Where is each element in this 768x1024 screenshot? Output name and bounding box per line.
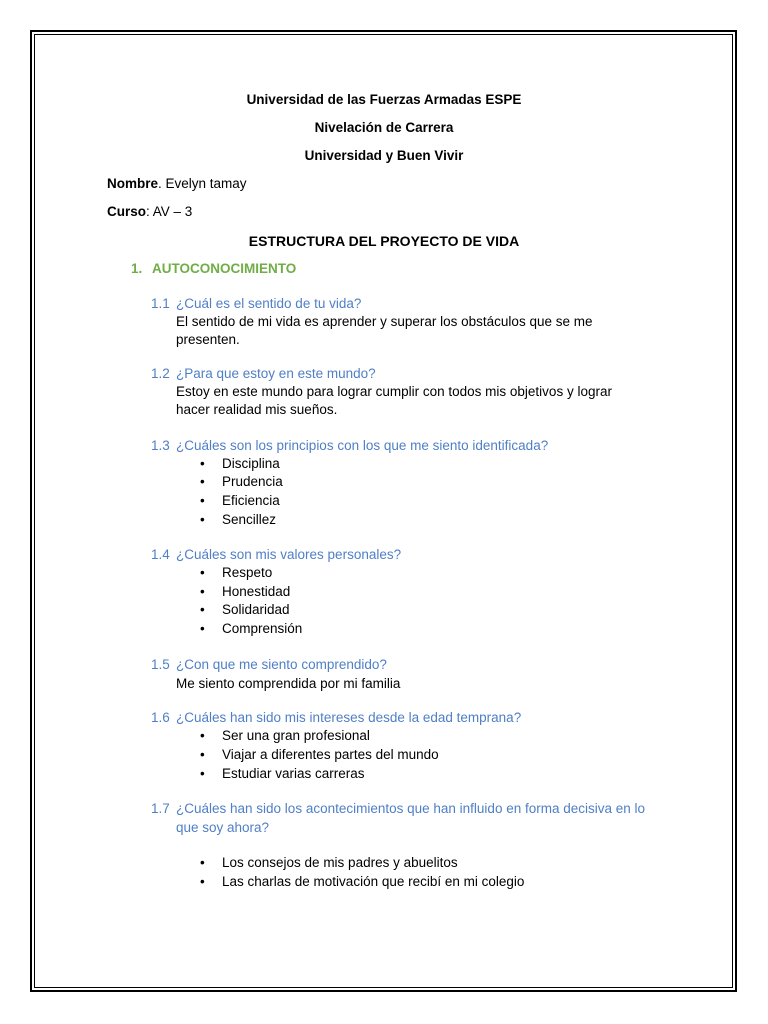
section-number: 1. [131, 261, 143, 276]
list-item: Prudencia [222, 474, 283, 489]
bullet-icon: • [200, 512, 205, 527]
answer-line: Estoy en este mundo para lograr cumplir con todos mis objetivos y lograr [176, 384, 612, 399]
section-title: AUTOCONOCIMIENTO [152, 261, 297, 276]
answer-line: El sentido de mi vida es aprender y superar los obstáculos que se me [176, 314, 593, 329]
bullet-icon: • [200, 874, 205, 889]
list-item: Eficiencia [222, 493, 280, 508]
list-item: Comprensión [222, 621, 303, 636]
student-course [107, 204, 192, 219]
university-title: Universidad de las Fuerzas Armadas ESPE [246, 92, 522, 107]
bullet-icon: • [200, 766, 205, 781]
question-text: ¿Cuáles son los principios con los que me siento identificada? [176, 438, 549, 453]
list-item: Respeto [222, 565, 273, 580]
list-item: Las charlas de motivación que recibí en mi colegio [222, 874, 525, 889]
question-number: 1.1 [151, 296, 170, 311]
program-title: Nivelación de Carrera [314, 120, 454, 135]
bullet-icon: • [200, 728, 205, 743]
page-border [30, 30, 737, 992]
bullet-icon: • [200, 747, 205, 762]
student-name [107, 176, 247, 191]
question-number: 1.6 [151, 710, 170, 725]
question-number: 1.2 [151, 366, 170, 381]
question-text: ¿Con que me siento comprendido? [176, 657, 387, 672]
question-text: que soy ahora? [176, 820, 270, 835]
list-item: Los consejos de mis padres y abuelitos [222, 855, 458, 870]
list-item: Sencillez [222, 512, 277, 527]
bullet-icon: • [200, 493, 205, 508]
question-number: 1.3 [151, 438, 170, 453]
question-text: ¿Cuál es el sentido de tu vida? [176, 296, 362, 311]
course-label: Curso [107, 204, 147, 219]
bullet-icon: • [200, 456, 205, 471]
question-number: 1.5 [151, 657, 170, 672]
list-item: Estudiar varias carreras [222, 766, 365, 781]
list-item: Viajar a diferentes partes del mundo [222, 747, 439, 762]
answer-line: hacer realidad mis sueños. [176, 402, 338, 417]
list-item: Ser una gran profesional [222, 728, 370, 743]
bullet-icon: • [200, 602, 205, 617]
answer-line: presenten. [176, 332, 240, 347]
question-text: ¿Cuáles han sido mis intereses desde la edad temprana? [176, 710, 522, 725]
bullet-icon: • [200, 474, 205, 489]
bullet-icon: • [200, 621, 205, 636]
bullet-icon: • [200, 855, 205, 870]
name-label: Nombre [107, 176, 159, 191]
question-text: ¿Cuáles han sido los acontecimientos que han influido en forma decisiva en lo [176, 801, 646, 816]
list-item: Solidaridad [222, 602, 290, 617]
question-text: ¿Cuáles son mis valores personales? [176, 547, 402, 562]
question-text: ¿Para que estoy en este mundo? [176, 366, 376, 381]
list-item: Disciplina [222, 456, 280, 471]
bullet-icon: • [200, 565, 205, 580]
question-number: 1.4 [151, 547, 170, 562]
course-value: : AV – 3 [146, 204, 193, 219]
question-number: 1.7 [151, 801, 170, 816]
name-value: . Evelyn tamay [158, 176, 247, 191]
bullet-icon: • [200, 584, 205, 599]
document-title: ESTRUCTURA DEL PROYECTO DE VIDA [248, 233, 520, 249]
list-item: Honestidad [222, 584, 291, 599]
answer-line: Me siento comprendida por mi familia [176, 676, 401, 691]
course-title: Universidad y Buen Vivir [304, 148, 464, 163]
